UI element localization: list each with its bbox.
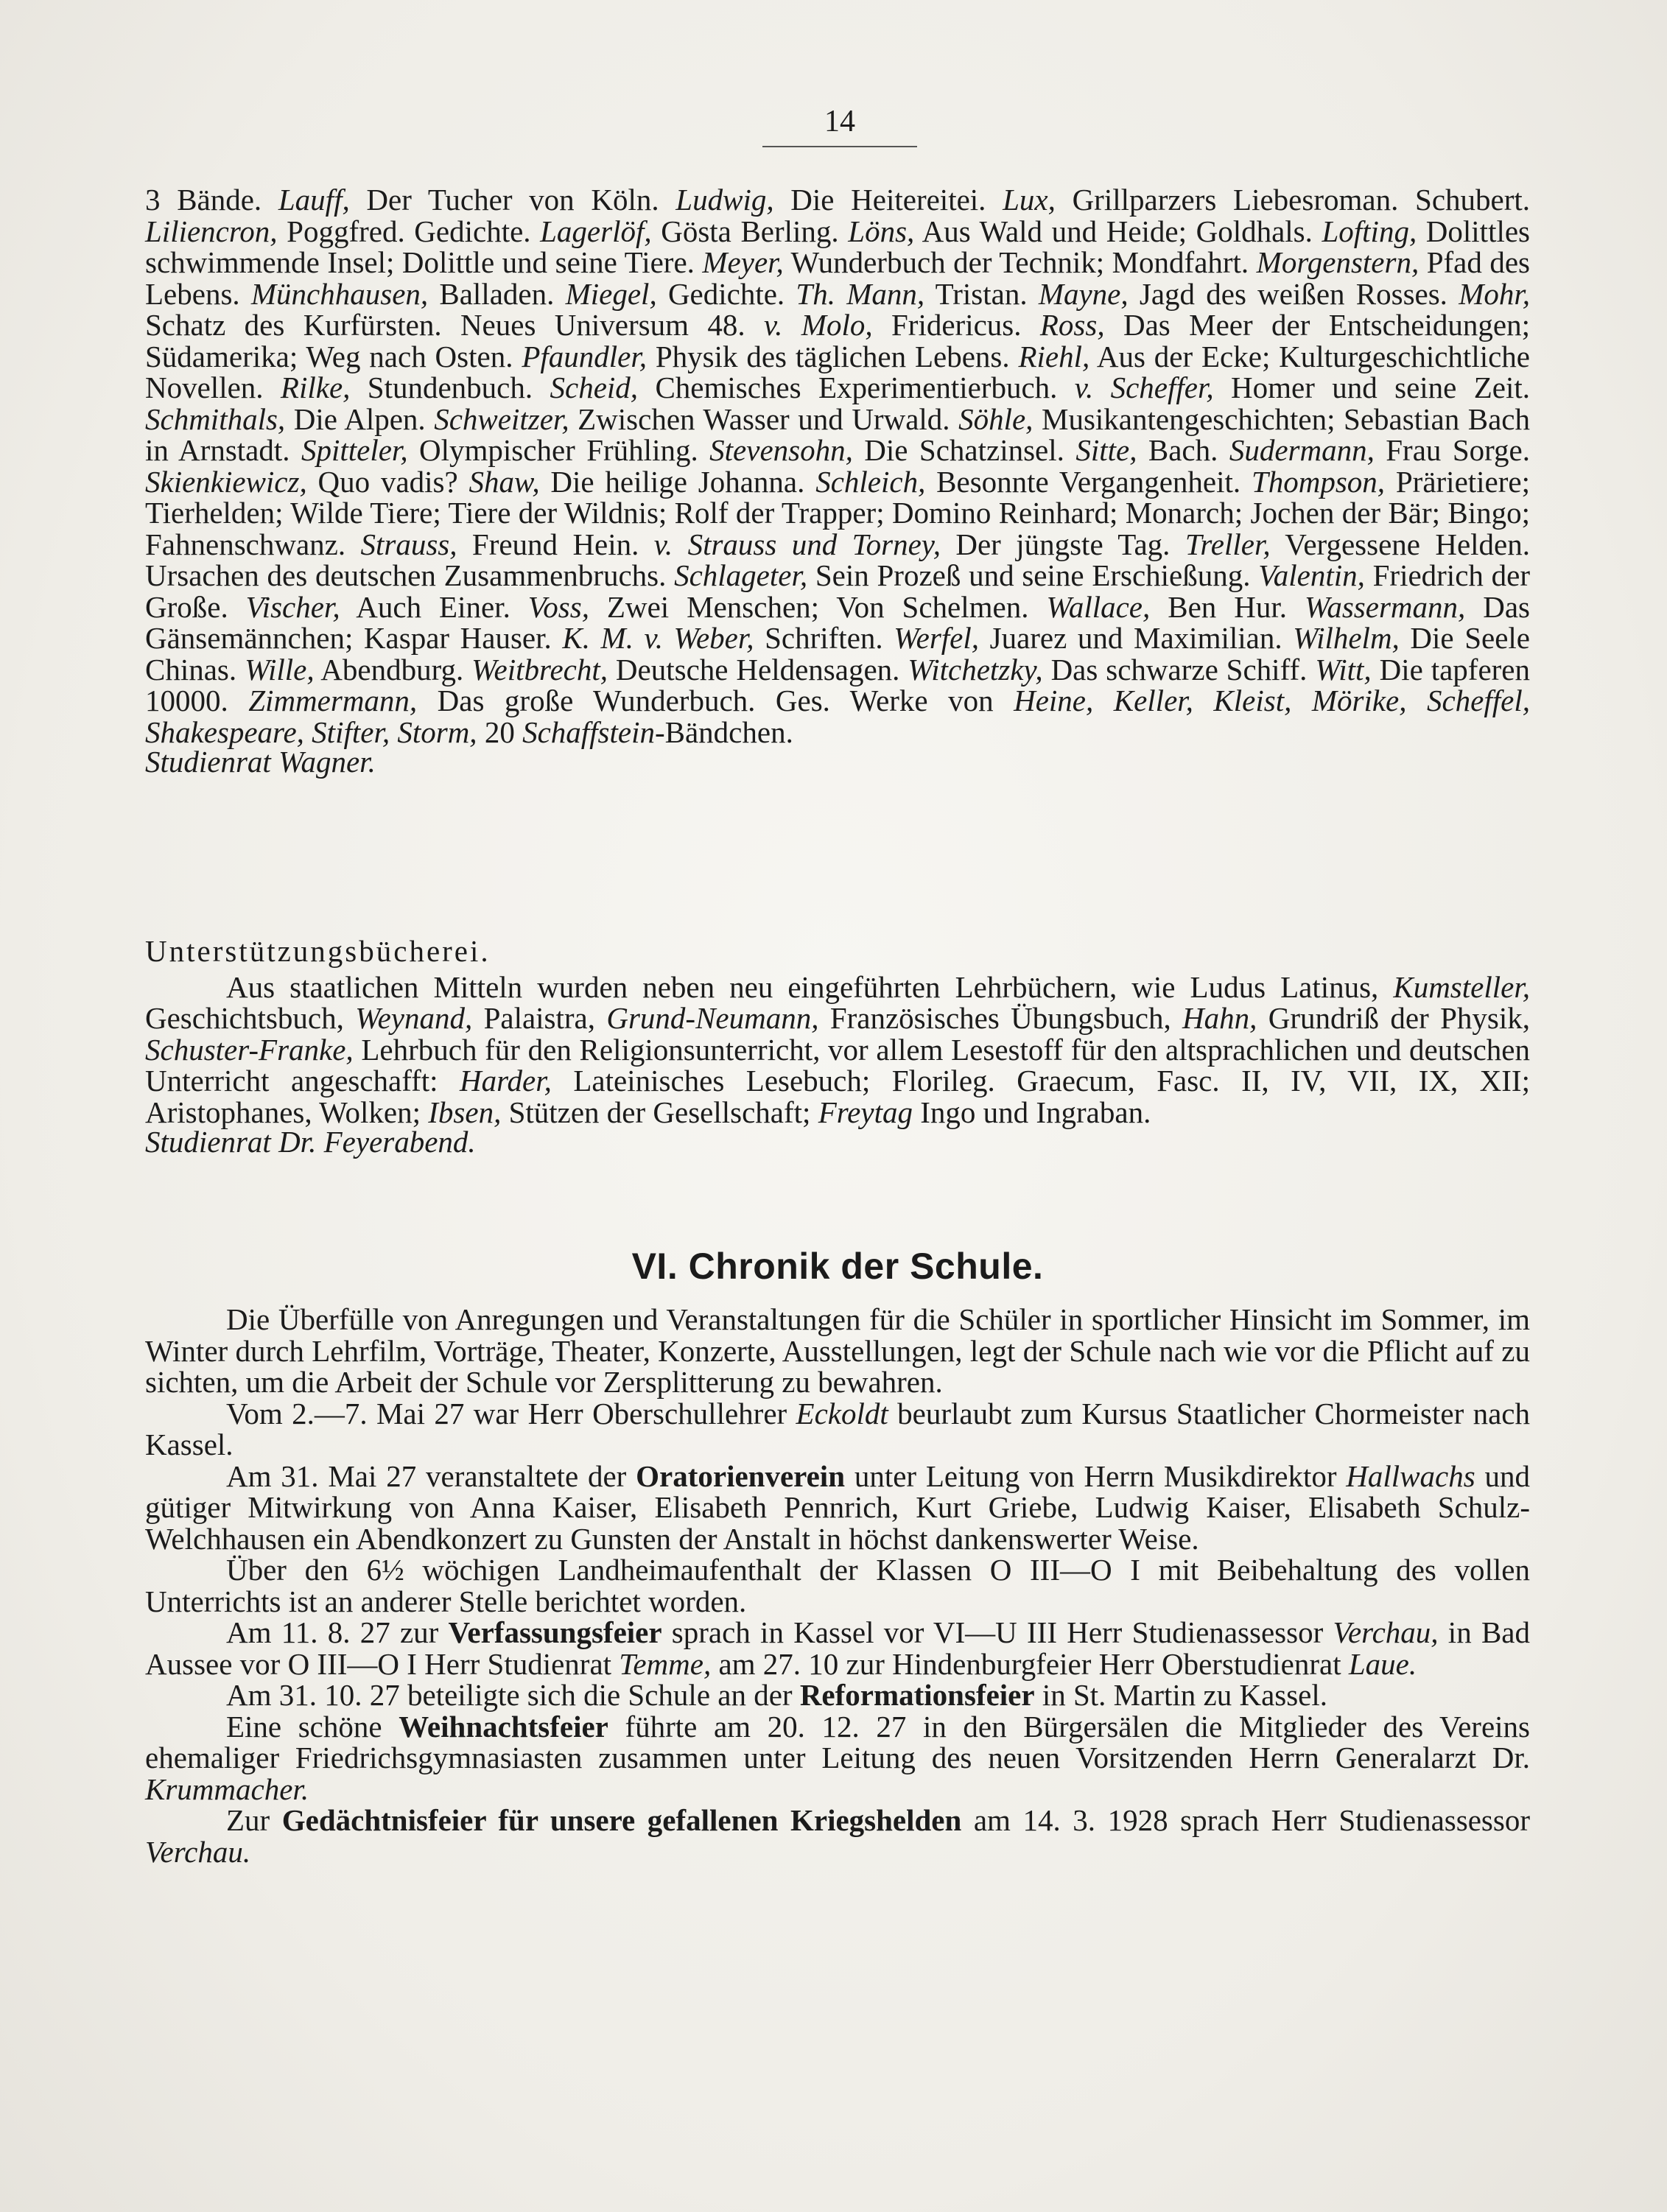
text-run: Abendburg. — [314, 652, 472, 687]
text-run: Stützen der Gesellschaft; — [501, 1095, 818, 1129]
text-run: Aus der Ecke; Kulturgeschichtliche Novellen. — [145, 339, 1530, 404]
italic-run: Wallace, — [1046, 589, 1151, 624]
chronicle-heading: VI. Chronik der Schule. — [631, 1246, 1044, 1287]
italic-run: Schweitzer, — [434, 401, 569, 436]
text-run: Ingo und Ingraban. — [912, 1095, 1151, 1129]
reading-list-section — [145, 184, 1530, 778]
italic-run: Shaw, — [468, 464, 540, 499]
italic-run: Weitbrecht, — [471, 652, 608, 687]
italic-run: Pfaundler, — [522, 339, 647, 373]
italic-run: Grund-Neumann, — [606, 1001, 819, 1035]
text-run: -Bändchen. — [654, 714, 793, 749]
italic-run: Morgenstern, — [1256, 245, 1419, 279]
text-run: Zur — [226, 1803, 282, 1837]
text-run: unter Leitung von Herrn Musikdirektor — [845, 1458, 1347, 1493]
text-run: Französisches Übungsbuch, — [818, 1001, 1183, 1035]
text-run: Poggfred. Gedichte. — [277, 214, 541, 248]
text-run: Zwei Menschen; Von Schelmen. — [589, 589, 1047, 624]
text-run: Deutsche Heldensagen. — [608, 652, 908, 687]
text-run: Vom 2.—7. Mai 27 war Herr Oberschullehrer — [226, 1396, 796, 1430]
page-number: 14 — [824, 105, 855, 138]
italic-run: Verchau, — [1333, 1615, 1439, 1649]
text-run: Über den 6½ wöchigen Landheimaufenthalt der Klassen O III—O I mit Beibehaltung des vollen Unterrichts ist an anderer Stelle berichtet worden. — [145, 1553, 1530, 1618]
italic-run: Th. Mann, — [796, 276, 925, 311]
italic-run: Ibsen, — [428, 1095, 502, 1129]
bold-run: Verfassungsfeier — [448, 1615, 662, 1649]
chronicle-paragraph — [145, 1554, 1530, 1617]
text-run: Balladen. — [428, 276, 566, 311]
italic-run: Söhle, — [958, 401, 1033, 436]
support-library-section — [145, 935, 1530, 1158]
italic-run: Riehl, — [1018, 339, 1090, 373]
support-library-signature: Studienrat Dr. Feyerabend. — [145, 1125, 476, 1159]
italic-run: Löns, — [848, 214, 915, 248]
italic-run: Schmithals, — [145, 401, 286, 436]
text-run: Pfad des Lebens. — [145, 245, 1530, 311]
italic-run: Meyer, — [702, 245, 784, 279]
text-run: Olympischer Frühling. — [407, 433, 710, 467]
chronicle-paragraph — [145, 1711, 1530, 1805]
italic-run: Schleich, — [815, 464, 926, 499]
text-run: Die Heitereitei. — [773, 183, 1003, 217]
text-run: Zwischen Wasser und Urwald. — [569, 401, 959, 436]
text-run: Die Schatzinsel. — [852, 433, 1076, 467]
text-run: in St. Martin zu Kassel. — [1034, 1678, 1328, 1712]
text-run: Schriften. — [754, 621, 894, 655]
bold-run: Oratorienverein — [636, 1458, 846, 1493]
text-run: Das schwarze Schiff. — [1042, 652, 1316, 687]
italic-run: Kumsteller, — [1393, 969, 1530, 1004]
reading-list-signature: Studienrat Wagner. — [145, 745, 376, 779]
text-run: Fridericus. — [872, 308, 1040, 342]
text-run: Tristan. — [924, 276, 1039, 311]
text-run: Gedichte. — [656, 276, 796, 311]
italic-run: Münchhausen, — [250, 276, 429, 311]
text-run: Lateinisches Lesebuch; Florileg. Graecum, Fasc. II, IV, VII, IX, XII; Aristophanes, Wolken; — [145, 1064, 1530, 1129]
italic-run: Mohr, — [1459, 276, 1531, 311]
italic-run: Liliencron, — [145, 214, 278, 248]
text-run: Homer und seine Zeit. — [1213, 371, 1531, 404]
text-run: Am 31. Mai 27 veranstaltete der — [226, 1458, 636, 1493]
text-run: Quo vadis? — [306, 464, 469, 499]
text-run: Stundenbuch. — [350, 371, 550, 404]
text-run: Am 31. 10. 27 beteiligte sich die Schule an der — [226, 1678, 800, 1712]
italic-run: Temme, — [619, 1646, 712, 1681]
italic-run: Lofting, — [1322, 214, 1417, 248]
italic-run: Schuster-Franke, — [145, 1032, 354, 1067]
page-number-rule — [762, 146, 917, 147]
italic-run: Voss, — [527, 589, 589, 624]
text-run: beurlaubt zum Kursus Staatlicher Chormeister nach Kassel. — [145, 1396, 1530, 1461]
text-run: Die tapferen 10000. — [145, 652, 1530, 717]
italic-run: Stevensohn, — [709, 433, 853, 467]
text-run: Palaistra, — [472, 1001, 607, 1035]
text-run: Bach. — [1137, 433, 1229, 467]
text-run: Eine schöne — [226, 1709, 399, 1744]
italic-run: Spitteler, — [301, 433, 408, 467]
italic-run: Lux, — [1003, 183, 1056, 217]
italic-run: Wassermann, — [1304, 589, 1466, 624]
chronicle-paragraph — [145, 1304, 1530, 1398]
italic-run: Strauss, — [360, 527, 457, 561]
support-library-title: Unterstützungsbücherei. — [145, 934, 491, 968]
chronicle-section — [145, 1245, 1530, 1867]
text-run: Sein Prozeß und seine Erschießung. — [807, 558, 1259, 592]
italic-run: Scheid, — [550, 371, 639, 404]
text-run: Prärietiere; Tierhelden; Wilde Tiere; Tiere der Wildnis; Rolf der Trapper; Domino Reinhard; Monarch; Jochen der Bär; Bingo; Fahnenschwanz. — [145, 464, 1530, 561]
text-run: Wunderbuch der Technik; Mondfahrt. — [783, 245, 1257, 279]
text-run: Die heilige Johanna. — [539, 464, 816, 499]
text-run: Der Tucher von Köln. — [349, 183, 676, 217]
italic-run: Thompson, — [1251, 464, 1386, 499]
text-run: Grundriß der Physik, — [1257, 1001, 1530, 1035]
text-run: Besonnte Vergangenheit. — [925, 464, 1252, 499]
italic-run: Verchau. — [145, 1834, 251, 1869]
text-run: 3 Bände. — [145, 183, 278, 217]
text-run: Die Alpen. — [285, 401, 435, 436]
chronicle-paragraph — [145, 1805, 1530, 1867]
text-run: Musikantengeschichten; Sebastian Bach in Arnstadt. — [145, 401, 1530, 467]
text-run: Freund Hein. — [457, 527, 654, 561]
italic-run: Sudermann, — [1229, 433, 1375, 467]
text-run: Am 11. 8. 27 zur — [226, 1615, 449, 1649]
italic-run: v. Scheffer, — [1074, 371, 1214, 404]
italic-run: Schaffstein — [522, 714, 655, 749]
italic-run: Witchetzky, — [908, 652, 1043, 687]
italic-run: Harder, — [460, 1064, 552, 1098]
italic-run: Ross, — [1039, 308, 1105, 342]
text-run: Dolittles schwimmende Insel; Dolittle und seine Tiere. — [145, 214, 1531, 279]
italic-run: Valentin, — [1258, 558, 1365, 592]
italic-run: v. Molo, — [764, 308, 873, 342]
text-run: am 27. 10 zur Hindenburgfeier Herr Oberstudienrat — [711, 1646, 1349, 1681]
support-library-paragraph — [145, 969, 1530, 1129]
text-run: sprach in Kassel vor VI—U III Herr Studienassessor — [661, 1615, 1333, 1649]
text-run: in Bad Aussee vor O III—O I Herr Studienrat — [145, 1615, 1530, 1681]
text-run: Das Gänsemännchen; Kaspar Hauser. — [145, 589, 1531, 655]
italic-run: Sitte, — [1075, 433, 1137, 467]
text-run: Chemisches Experimentierbuch. — [638, 371, 1075, 404]
text-run: Friedrich der Große. — [145, 558, 1530, 624]
italic-run: Krummacher. — [145, 1772, 309, 1806]
bold-run: Weihnachtsfeier — [399, 1709, 608, 1744]
italic-run: Skienkiewicz, — [145, 464, 307, 499]
text-run: Physik des täglichen Lebens. — [647, 339, 1019, 373]
italic-run: Freytag — [818, 1095, 913, 1129]
text-run: am 14. 3. 1928 sprach Herr Studienassessor — [961, 1803, 1530, 1837]
text-run: führte am 20. 12. 27 in den Bürgersälen die Mitglieder des Vereins ehemaliger Friedrichsgymnasiasten zusammen unter Leitung des neuen Vorsitzenden Herrn Generalarzt Dr. — [145, 1709, 1530, 1774]
italic-run: Lagerlöf, — [540, 214, 652, 248]
text-run: Die Überfülle von Anregungen und Veranstaltungen für die Schüler in sportlicher Hinsicht im Sommer, im Winter durch Lehrfilm, Vorträge, Theater, Konzerte, Ausstellungen, legt der Schule nach wie vor die Pflicht auf zu sichten, um die Arbeit der Schule vor Zersplitterung zu bewahren. — [145, 1302, 1530, 1399]
italic-run: Heine, Keller, Kleist, Mörike, Scheffel, Shakespeare, Stifter, Storm, — [145, 684, 1530, 749]
italic-run: Schlageter, — [674, 558, 808, 592]
bold-run: Gedächtnisfeier für unsere gefallenen Kriegshelden — [281, 1803, 962, 1837]
italic-run: Hallwachs — [1346, 1458, 1475, 1493]
chronicle-paragraph — [145, 1458, 1531, 1556]
text-run: und gütiger Mitwirkung von Anna Kaiser, Elisabeth Pennrich, Kurt Griebe, Ludwig Kaiser, Elisabeth Schulz-Welchhausen ein Abendkonzert zu Gunsten der Anstalt in höchst dankenswerter Weise. — [145, 1458, 1531, 1556]
italic-run: Laue. — [1348, 1646, 1417, 1681]
italic-run: K. M. v. Weber, — [562, 621, 754, 655]
italic-run: Lauff, — [278, 183, 350, 217]
text-run: Aus staatlichen Mitteln wurden neben neu eingeführten Lehrbüchern, wie Ludus Latinus, — [226, 969, 1394, 1004]
text-run: Der jüngste Tag. — [940, 527, 1185, 561]
italic-run: Treller, — [1185, 527, 1271, 561]
text-run: Grillparzers Liebesroman. Schubert. — [1055, 183, 1531, 217]
text-run: Lehrbuch für den Religionsunterricht, vor allem Lesestoff für den altsprachlichen und deutschen Unterricht angeschafft: — [145, 1032, 1530, 1098]
bold-run: Reformationsfeier — [799, 1678, 1035, 1712]
text-run: Vergessene Helden. Ursachen des deutschen Zusammenbruchs. — [145, 527, 1530, 592]
italic-run: Zimmermann, — [248, 684, 418, 717]
chronicle-paragraphs — [145, 1304, 1530, 1867]
text-run: Das große Wunderbuch. Ges. Werke von — [417, 684, 1014, 717]
italic-run: Hahn, — [1182, 1001, 1257, 1035]
chronicle-paragraph — [145, 1679, 1530, 1711]
italic-run: Eckoldt — [796, 1396, 888, 1430]
reading-list-paragraph — [145, 184, 1530, 748]
text-run: Auch Einer. — [340, 589, 528, 624]
italic-run: Witt, — [1315, 652, 1372, 687]
text-run: Gösta Berling. — [651, 214, 849, 248]
text-run: 20 — [477, 714, 523, 749]
chronicle-paragraph — [145, 1617, 1530, 1679]
italic-run: Miegel, — [565, 276, 657, 311]
italic-run: Rilke, — [280, 371, 351, 404]
text-run: Geschichtsbuch, — [145, 1001, 356, 1035]
italic-run: Wille, — [245, 652, 315, 687]
italic-run: v. Strauss und Torney, — [653, 527, 941, 561]
text-run: Frau Sorge. — [1374, 433, 1531, 467]
text-run: Juarez und Maximilian. — [979, 621, 1294, 655]
text-run: Ben Hur. — [1150, 589, 1305, 624]
italic-run: Werfel, — [894, 621, 980, 655]
italic-run: Weynand, — [355, 1001, 473, 1035]
text-run: Jagd des weißen Rosses. — [1128, 276, 1459, 311]
italic-run: Ludwig, — [675, 183, 774, 217]
text-run: Aus Wald und Heide; Goldhals. — [914, 214, 1322, 248]
italic-run: Vischer, — [245, 589, 340, 624]
chronicle-paragraph — [145, 1398, 1530, 1461]
italic-run: Wilhelm, — [1293, 621, 1400, 655]
text-run: Schatz des Kurfürsten. Neues Universum 48. — [145, 308, 765, 342]
italic-run: Mayne, — [1038, 276, 1129, 311]
text-run: Das Meer der Entscheidungen; Südamerika; Weg nach Osten. — [145, 308, 1531, 373]
text-run: Die Seele Chinas. — [145, 621, 1530, 687]
